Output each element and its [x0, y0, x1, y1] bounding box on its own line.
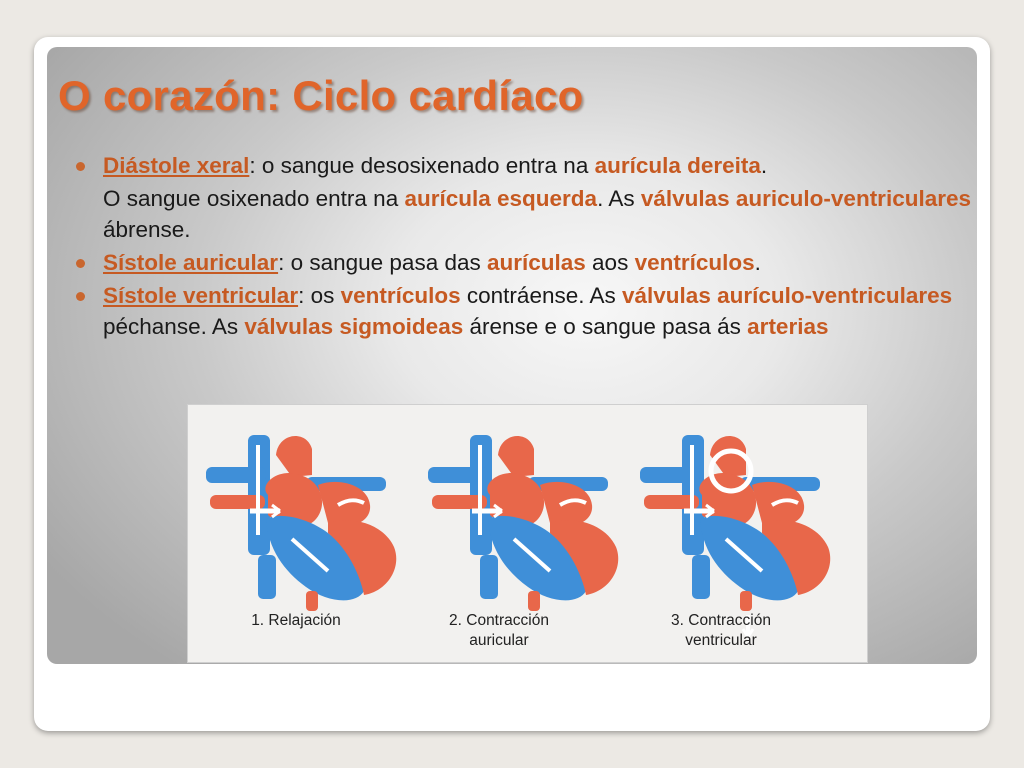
cardiac-cycle-diagram — [187, 404, 868, 663]
bullet-text: ábrense. — [103, 217, 191, 242]
bullet-text: : o sangue desosixenado entra na — [249, 153, 595, 178]
bullet-item-diastole — [68, 150, 988, 245]
bullet-text: . — [760, 153, 768, 178]
bullet-text: . — [754, 250, 761, 275]
heart-illustrations — [188, 405, 867, 662]
slide-title: O corazón: Ciclo cardíaco — [58, 72, 584, 119]
highlight-auriculas: aurículas — [486, 250, 586, 275]
bullet-text: O sangue osixenado entra na — [103, 186, 405, 211]
heart-icon-ventricular-contraction — [640, 435, 830, 637]
bullet-text: . As — [597, 186, 641, 211]
term-sistole-auricular: Sístole auricular — [103, 250, 279, 275]
bullet-dot — [76, 259, 85, 268]
highlight-ventriculos: ventrículos — [634, 250, 755, 275]
term-sistole-ventricular: Sístole ventricular — [103, 283, 299, 308]
bullet-text: aos — [585, 250, 635, 275]
caption-2-line-1: 2. Contracción — [449, 612, 549, 629]
caption-2-line-2: auricular — [469, 632, 529, 649]
bullet-subline — [103, 183, 988, 245]
bullet-dot — [76, 292, 85, 301]
caption-3-line-2: ventricular — [685, 632, 757, 649]
highlight-auricula-dereita: aurícula dereita — [594, 153, 761, 178]
highlight-arterias: arterias — [747, 314, 829, 339]
highlight-ventriculos: ventrículos — [340, 283, 461, 308]
highlight-valvulas-sigmoideas: válvulas sigmoideas — [244, 314, 464, 339]
highlight-valvulas-av: válvulas aurículo-ventriculares — [622, 283, 953, 308]
highlight-valvulas-av: válvulas auriculo-ventriculares — [640, 186, 971, 211]
heart-icon-relaxation — [206, 435, 396, 611]
bullet-text: contráense. As — [460, 283, 623, 308]
bullet-list — [68, 150, 988, 344]
term-diastole-xeral: Diástole xeral — [103, 153, 250, 178]
bullet-text: péchanse. As — [103, 314, 245, 339]
bullet-text: : os — [298, 283, 341, 308]
caption-1-line-1: 1. Relajación — [251, 612, 341, 629]
bullet-text: árense e o sangue pasa ás — [463, 314, 748, 339]
bullet-text: : o sangue pasa das — [278, 250, 487, 275]
highlight-auricula-esquerda: aurícula esquerda — [404, 186, 598, 211]
bullet-item-sistole-auricular — [68, 247, 988, 278]
caption-3-line-1: 3. Contracción — [671, 612, 771, 629]
heart-icon-atrial-contraction — [428, 435, 618, 611]
bullet-dot — [76, 162, 85, 171]
bullet-item-sistole-ventricular — [68, 280, 988, 342]
